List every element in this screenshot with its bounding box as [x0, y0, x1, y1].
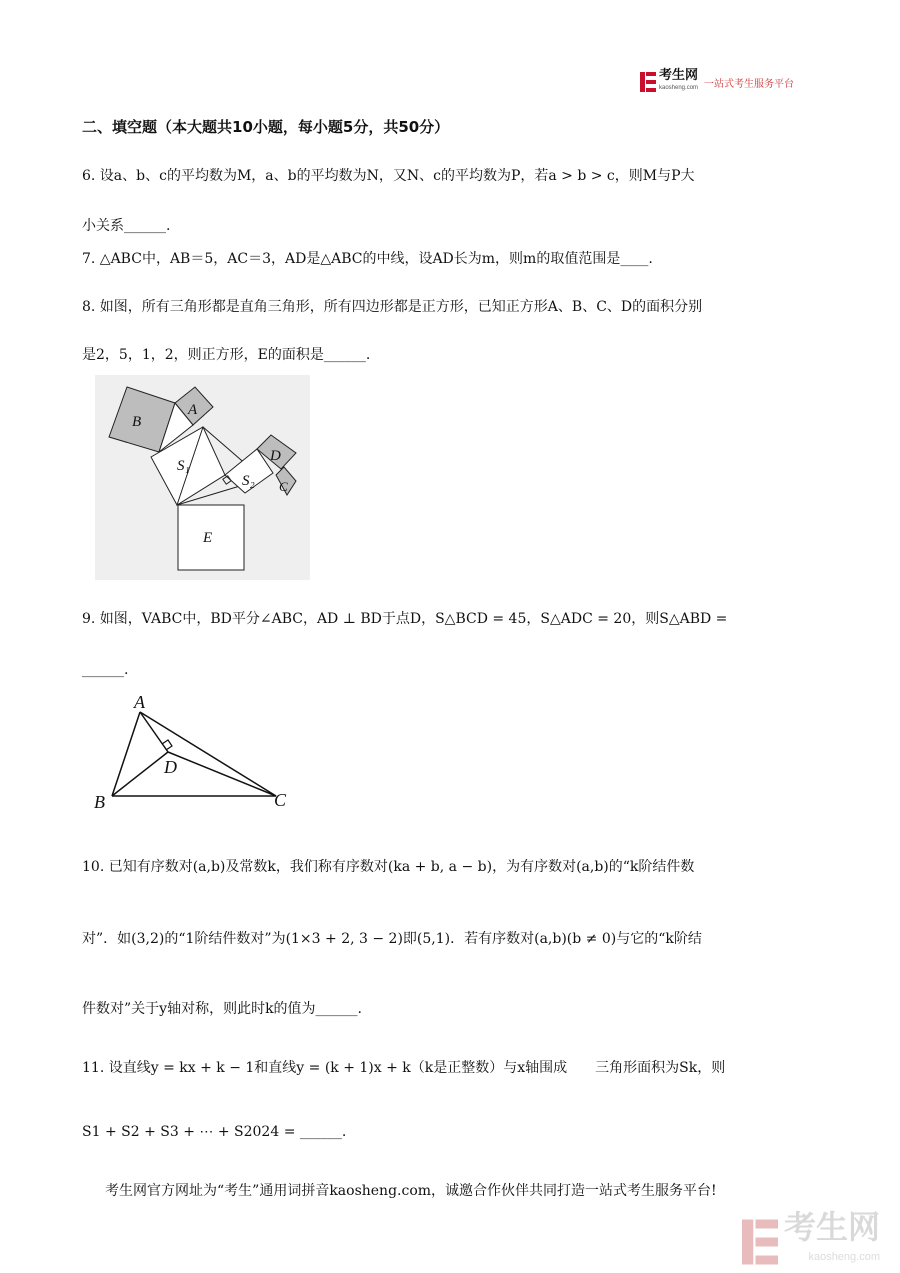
q8-line1: 8. 如图，所有三角形都是直角三角形，所有四边形都是正方形，已知正方形A、B、C、D的面积分别	[82, 299, 703, 315]
side-ac	[140, 712, 276, 796]
segment-bd	[112, 752, 168, 796]
label-c: C	[279, 479, 288, 494]
q6-line2: 小关系______.	[82, 218, 171, 234]
footer-text: 考生网官方网址为“考生”通用词拼音kaosheng.com，诚邀合作伙伴共同打造一站式考生服务平台!	[105, 1183, 717, 1199]
q9-line1: 9. 如图，VABC中，BD平分∠ABC，AD ⊥ BD于点D，S△BCD = 45，S△ADC = 20，则S△ABD =	[82, 611, 728, 627]
q8-figure	[95, 375, 310, 580]
label-b: B	[94, 792, 105, 812]
q10-line1: 10. 已知有序数对(a,b)及常数k，我们称有序数对(ka + b, a − b)，为有序数对(a,b)的“k阶结件数	[82, 859, 695, 875]
label-a: A	[188, 402, 198, 418]
watermark-name: 考生网 kaosheng.com	[784, 1212, 880, 1272]
q6-line1: 6. 设a、b、c的平均数为M，a、b的平均数为N，又N、c的平均数为P，若a > b > c，则M与P大	[82, 168, 695, 184]
logo-mark-icon	[640, 72, 656, 92]
label-a: A	[134, 692, 145, 712]
q9-figure	[88, 688, 308, 813]
q11-line1: 11. 设直线y = kx + k − 1和直线y = (k + 1)x + k（k是正整数）与x轴围成 三角形面积为Sk，则	[82, 1060, 726, 1076]
label-d: D	[270, 448, 281, 464]
q10-line3: 件数对”关于y轴对称，则此时k的值为______.	[82, 1001, 362, 1017]
label-e: E	[203, 530, 213, 546]
q7-line1: 7. △ABC中，AB＝5，AC＝3，AD是△ABC的中线，设AD长为m，则m的取值范围是____.	[82, 251, 653, 267]
logo-domain: kaosheng.com	[659, 85, 699, 91]
label-d: D	[164, 757, 177, 777]
segment-ad	[140, 712, 168, 752]
q11-line2: S1 + S2 + S3 + ⋯ + S2024 = ______.	[82, 1124, 347, 1140]
side-ab	[112, 712, 140, 796]
watermark-logo	[742, 1208, 880, 1272]
header-logo	[640, 70, 794, 94]
label-s1: S₁	[177, 458, 190, 474]
label-c: C	[274, 790, 287, 810]
watermark-mark-icon	[742, 1219, 778, 1265]
q8-line2: 是2，5，1，2，则正方形，E的面积是______.	[82, 347, 371, 363]
section-title: 二、填空题（本大题共10小题，每小题5分，共50分）	[82, 118, 450, 136]
header-slogan: 一站式考生服务平台	[704, 78, 795, 90]
label-s2: S₂	[242, 473, 255, 489]
label-b: B	[132, 414, 142, 430]
q9-line2: ______.	[82, 662, 129, 678]
watermark-domain: kaosheng.com	[808, 1251, 880, 1263]
logo-name: 考生网 kaosheng.com	[659, 70, 698, 94]
segment-dc	[168, 752, 276, 796]
q10-line2: 对”．如(3,2)的“1阶结件数对”为(1×3 + 2, 3 − 2)即(5,1)．若有序数对(a,b)(b ≠ 0)与它的“k阶结	[82, 931, 702, 947]
